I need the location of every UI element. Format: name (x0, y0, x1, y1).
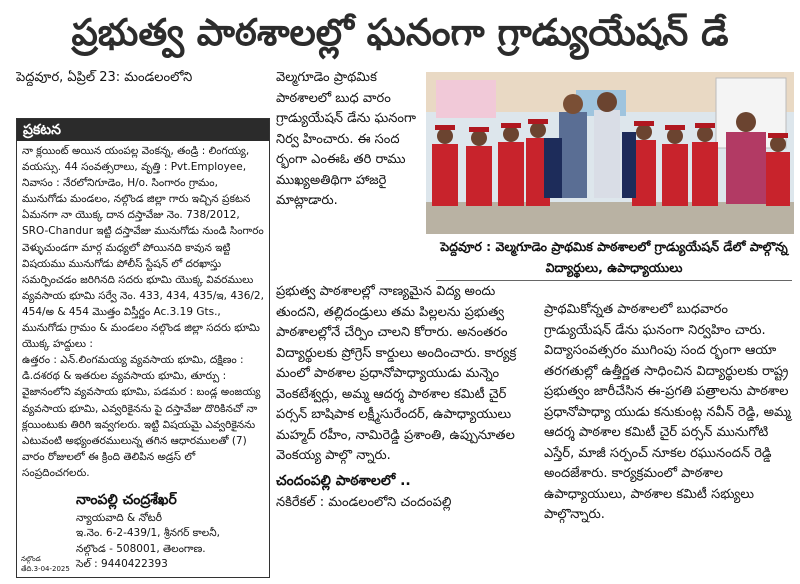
sub-dateline: నకిరేకల్ : మండలంలోని చందంపల్లి (276, 494, 452, 510)
ad-text: నా క్లయింట్ అయిన యంపల్ల వెంకన్న, తండ్రి : లింగయ్య, వయస్సు. 44 సంవత్సరాలు, వృత్తి : Pvt.Employee, నివాసం : నేరలోనిగూడెం, H/o. సింగారం గ్రామం, మునుగోడు మండలం, నల్గొండ జిల్లా గారు ఇచ్చిన ప్రకటన ఏమనగా నా యొక్క దాన దస్తావేజు నెం. 738/2012, SRO-Chandur ఇట్టి దస్తావేజు మునుగోడు నుండి సింగారం వెళ్ళుచుండగా మార్గ మధ్యలో పోయినది కావున ఇట్టి విషయము మునుగోడు పోలీస్ స్టేషన్ లో దరఖాస్తు సమర్పించడం జరిగినది సదరు భూమి యొక్క వివరములు వ్యవసాయ భూమి సర్వే నెం. 433, 434, 435/ఇ, 436/2, 454/అ & 454 మొత్తం విస్తీర్ణం Ac.3.19 Gts., మునుగోడు గ్రామం & మండలం నల్గొండ జిల్లా సదరు భూమి యొక్క హద్దులు : (22, 145, 264, 351)
dateline: పెద్దవూర, ఏప్రిల్ 23: మండలంలోని (16, 70, 193, 85)
signature-name: నాంపల్లి చంద్రశేఖర్ (76, 491, 177, 508)
photo-caption: పెద్దవూర : వెల్మగూడెం ప్రాథమిక పాఠశాలలో గ్రాడ్యుయేషన్ డేలో పాల్గొన్న విద్యార్థులు, ఉపాధ్యాయులు (436, 236, 792, 281)
ad-date: తేది.3-04-2025 (21, 565, 70, 573)
signature-address-1: ఇ.నెం. 6-2-439/1, శ్రీనగర్ కాలనీ, (76, 527, 220, 540)
article-text-part3: ప్రాథమికోన్నత పాఠశాలలో బుధవారం గ్రాడ్యుయేషన్ డేను ఘనంగా నిర్వహిం చారు. విద్యాసంవత్సరం ముగింపు సంద ర్భంగా ఆయా తరగతుల్లో ఉత్తీర్ణత సాధించిన విద్యార్థులకు రాష్ట్ర ప్రభుత్వం జారీచేసిన ఈ-ప్రగతి పత్రాలను పాఠశాల ప్రధానోపాధ్యా యుడు కనుకుంట్ల నవీన్ రెడ్డి, అమ్మ ఆదర్శ పాఠశాల కమిటీ చైర్ పర్సన్ మునుగోటి ఎస్తేర్, మాజీ సర్పంచ్ నూకల రఘునందన్ రెడ్డి అందజేశారు. కార్యక్రమంలో పాఠశాల ఉపాధ్యాయులు, పాఠశాల కమిటీ సభ్యులు పాల్గొన్నారు. (544, 302, 791, 522)
ad-body (17, 141, 269, 575)
headline: ప్రభుత్వ పాఠశాలల్లో ఘనంగా గ్రాడ్యుయేషన్ డే (71, 11, 729, 54)
ad-place: నల్గొండ (21, 555, 41, 563)
column-right (544, 300, 794, 580)
column-middle-top (276, 68, 426, 280)
photo-illustration (426, 72, 794, 234)
article-text-part1: వెల్మగూడెం ప్రాథమిక పాఠశాలలో బుధ వారం గ్రాడ్యుయేషన్ డేను ఘనంగా నిర్వ హించారు. ఈ సంద ర్భంగా ఎంఈఓ తరి రాము ముఖ్యఅతిథిగా హాజరై మాట్లాడారు. (276, 70, 416, 208)
signature-address-2: నల్గొండ - 508001, తెలంగాణ. (76, 542, 206, 555)
ad-heading: ప్రకటన (17, 119, 269, 141)
signature-phone: సెల్ : 9440422393 (76, 558, 168, 571)
column-middle-bottom (276, 282, 538, 580)
ad-signature (22, 489, 264, 573)
article-text-part2: ప్రభుత్వ పాఠశాలల్లో నాణ్యమైన విద్య అందు తుందని, తల్లిదండ్రులు తమ పిల్లలను ప్రభుత్వ పాఠశాలల్లోనే చేర్పిం చాలని కోరారు. అనంతరం విద్యార్థులకు ప్రోగ్రెస్ కార్డులు అందించారు. కార్యక్ర మంలో పాఠశాల ప్రధానోపాధ్యాయుడు మన్నెం వెంకటేశ్వర్లు, అమ్మ ఆదర్శ పాఠశాల కమిటీ చైర్ పర్సన్ బాషిపాక లక్ష్మీసురేందర్, ఉపాధ్యాయులు మహ్మద్ రహీం, నామిరెడ్డి ప్రశాంతి, ఉప్పునూతల వెంకయ్య పాల్గొ న్నారు. (276, 284, 517, 463)
signature-title: న్యాయవాది & నోటరీ (76, 511, 162, 524)
event-photo (426, 72, 794, 234)
column-left (16, 68, 272, 580)
subheading: చందంపల్లి పాఠశాలలో .. (276, 472, 411, 489)
classified-ad (16, 118, 270, 578)
ad-bounds: ఉత్తరం : ఎన్.లింగమయ్య వ్యవసాయ భూమి, దక్షిణం : డి.దశరథ & ఇతరుల వ్యవసాయ భూమి, తూర్పు : వైజానంలోని వ్యవసాయ భూమి, పడమర : బండ్ల అంజయ్య వ్యవసాయ భూమి, ఎవ్వరికైనను పై దస్తావేజు దొరికినచో నా క్లయింటుకు తిరిగి ఇవ్వగలరు. ఇట్టి విషయమై ఎవ్వరికైనను ఎటువంటి అభ్యంతరములున్న తగిన ఆధారములతో (7) వారం రోజులలో ఈ క్రింది తెలిపిన అడ్రస్ లో సంప్రదించగలరు. (22, 354, 261, 479)
